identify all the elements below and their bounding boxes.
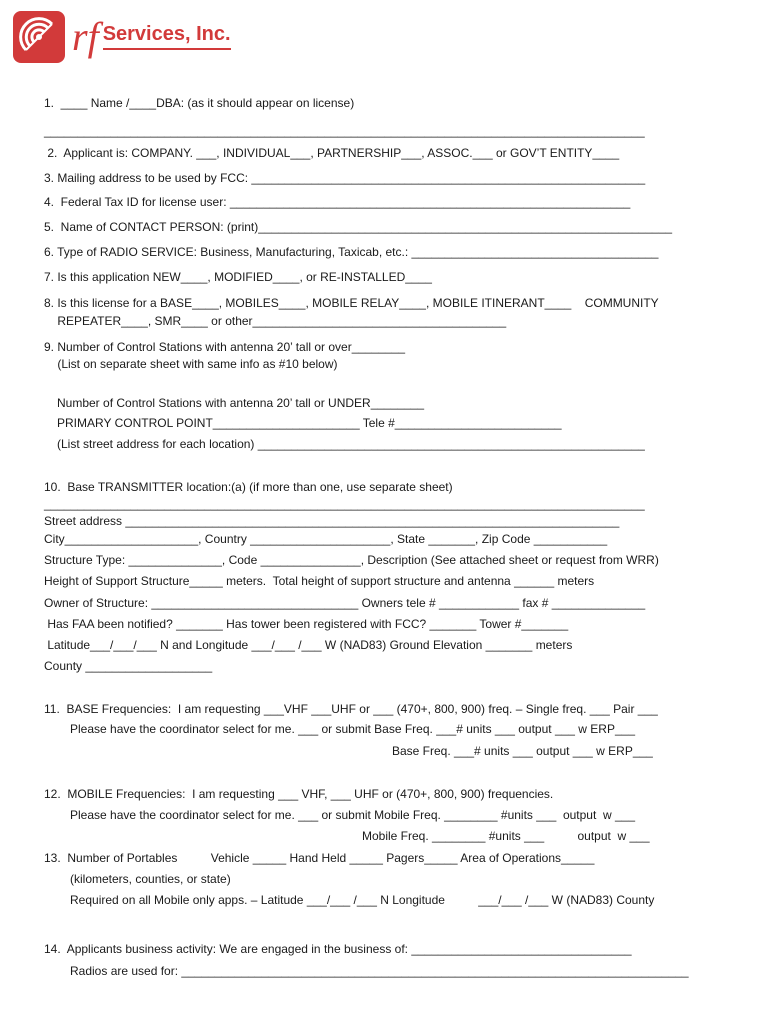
q1-name-dba: 1. ____ Name /____DBA: (as it should appear on license) xyxy=(44,96,355,110)
q9-street-address: (List street address for each location) __________________________________________________________ xyxy=(57,437,645,451)
brand-wordmark xyxy=(72,14,231,59)
q11-coordinator-select: Please have the coordinator select for me. ___ or submit Base Freq. ___# units ___ output ___ w ERP___ xyxy=(70,722,636,736)
q10-city-country-state-zip: City____________________, Country _____________________, State _______, Zip Code ___________ xyxy=(44,532,608,546)
q10-street-address: Street address __________________________________________________________________________ xyxy=(44,514,620,528)
q10-faa-fcc-tower: Has FAA been notified? _______ Has tower been registered with FCC? _______ Tower #_______ xyxy=(44,617,569,631)
q7-application-status: 7. Is this application NEW____, MODIFIED____, or RE-INSTALLED____ xyxy=(44,270,432,284)
q3-mailing-address: 3. Mailing address to be used by FCC: ___________________________________________________________ xyxy=(44,171,646,185)
q1-answer-line: __________________________________________________________________________________________ xyxy=(44,124,645,138)
q12-mobile-freq-2: Mobile Freq. ________ #units ___ output w ___ xyxy=(362,829,650,843)
rf-signal-icon xyxy=(12,10,66,64)
q6-radio-service: 6. Type of RADIO SERVICE: Business, Manufacturing, Taxicab, etc.: _____________________________________ xyxy=(44,245,659,259)
q10-structure-type: Structure Type: ______________, Code _______________, Description (See attached sheet or request from WRR) xyxy=(44,553,659,567)
q14-business-activity: 14. Applicants business activity: We are engaged in the business of: _________________________________ xyxy=(44,942,632,956)
q10-base-transmitter: 10. Base TRANSMITTER location:(a) (if more than one, use separate sheet) xyxy=(44,480,453,494)
q5-contact-person: 5. Name of CONTACT PERSON: (print)______________________________________________________________ xyxy=(44,220,673,234)
q13-portables: 13. Number of Portables Vehicle _____ Hand Held _____ Pagers_____ Area of Operations_____ xyxy=(44,851,595,865)
q2-applicant-type: 2. Applicant is: COMPANY. ___, INDIVIDUAL___, PARTNERSHIP___, ASSOC.___ or GOV’T ENTITY____ xyxy=(44,146,620,160)
q4-federal-tax-id: 4. Federal Tax ID for license user: ____________________________________________________________ xyxy=(44,195,631,209)
company-logo xyxy=(12,10,231,64)
q12-coordinator-select: Please have the coordinator select for me. ___ or submit Mobile Freq. ________ #units ___ output w ___ xyxy=(70,808,636,822)
brand-rf-letters: rf xyxy=(72,14,99,59)
q9-control-stations-under: Number of Control Stations with antenna 20’ tall or UNDER________ xyxy=(57,396,425,410)
q8-license-type: 8. Is this license for a BASE____, MOBILES____, MOBILE RELAY____, MOBILE ITINERANT____ COMMUNITY xyxy=(44,296,659,310)
q14-radios-used-for: Radios are used for: ____________________________________________________________________________ xyxy=(70,964,689,978)
q13-area-note: (kilometers, counties, or state) xyxy=(70,872,231,886)
q10-lat-long-elevation: Latitude___/___/___ N and Longitude ___/___ /___ W (NAD83) Ground Elevation _______ meters xyxy=(44,638,573,652)
q10-structure-owner: Owner of Structure: _______________________________ Owners tele # ____________ fax # ______________ xyxy=(44,596,646,610)
q13-mobile-location: Required on all Mobile only apps. – Latitude ___/___ /___ N Longitude ___/___ /___ W (NAD83) County xyxy=(70,893,655,907)
q8-license-type-cont: REPEATER____, SMR____ or other______________________________________ xyxy=(44,314,507,328)
q10-answer-line: __________________________________________________________________________________________ xyxy=(44,497,645,511)
q9-primary-control-point: PRIMARY CONTROL POINT______________________ Tele #_________________________ xyxy=(57,416,562,430)
q11-base-freq-2: Base Freq. ___# units ___ output ___ w ERP___ xyxy=(392,744,653,758)
brand-name: Services, Inc. xyxy=(102,23,231,45)
q12-mobile-frequencies: 12. MOBILE Frequencies: I am requesting ___ VHF, ___ UHF or (470+, 800, 900) frequencies. xyxy=(44,787,554,801)
q9-note: (List on separate sheet with same info as #10 below) xyxy=(44,357,338,371)
q11-base-frequencies: 11. BASE Frequencies: I am requesting ___VHF ___UHF or ___ (470+, 800, 900) freq. – Single freq. ___ Pair ___ xyxy=(44,702,658,716)
q10-structure-height: Height of Support Structure_____ meters. Total height of support structure and antenna ______ meters xyxy=(44,574,595,588)
q9-control-stations-over: 9. Number of Control Stations with antenna 20’ tall or over________ xyxy=(44,340,406,354)
q10-county: County ___________________ xyxy=(44,659,213,673)
